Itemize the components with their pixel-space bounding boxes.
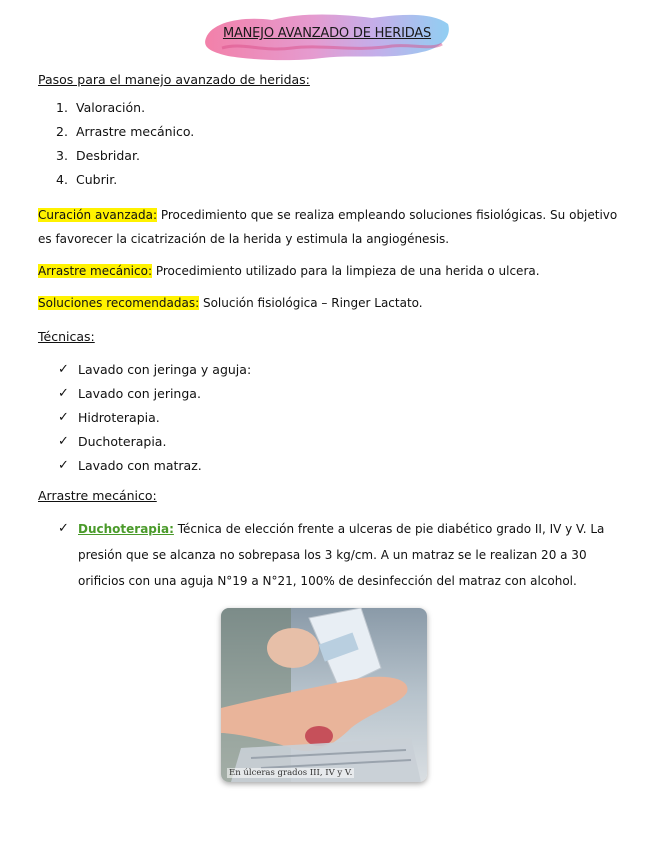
photo-caption: En úlceras grados III, IV y V. bbox=[229, 768, 353, 778]
list-item: 3. Desbridar. bbox=[56, 148, 140, 163]
duchoterapia-paragraph: ✓ Duchoterapia: Técnica de elección frente a ulceras de pie diabético grado II, IV y V. La presión que se alcanza no sobrepasa los 3 kg/cm. A un matraz se le realizan 20 a 30 orificios con una aguja N°19 a N°21, 100% de desinfección del matraz con alcohol. bbox=[58, 516, 623, 594]
list-item: 2. Arrastre mecánico. bbox=[56, 124, 195, 139]
term-highlight: Soluciones recomendadas: bbox=[38, 296, 200, 310]
photo-illustration bbox=[221, 608, 427, 782]
arrastre-heading: Arrastre mecánico: bbox=[38, 488, 157, 503]
list-item: ✓ Lavado con matraz. bbox=[58, 457, 202, 473]
list-item: ✓ Lavado con jeringa y aguja: bbox=[58, 361, 252, 377]
wound-irrigation-photo bbox=[221, 608, 427, 782]
list-item: 4. Cubrir. bbox=[56, 172, 118, 187]
checkmark-icon: ✓ bbox=[58, 409, 69, 425]
checkmark-icon: ✓ bbox=[58, 361, 69, 377]
checkmark-icon: ✓ bbox=[58, 521, 69, 536]
page-title: MANEJO AVANZADO DE HERIDAS bbox=[222, 26, 432, 41]
definition-arrastre: Arrastre mecánico: Procedimiento utilizado para la limpieza de una herida o ulcera. bbox=[38, 264, 540, 278]
title-banner bbox=[202, 8, 452, 66]
term-green: Duchoterapia: bbox=[78, 522, 174, 536]
checkmark-icon: ✓ bbox=[58, 385, 69, 401]
list-item: ✓ Hidroterapia. bbox=[58, 409, 160, 425]
definition-curacion: Curación avanzada: Procedimiento que se realiza empleando soluciones fisiológicas. Su objetivo es favorecer la cicatrización de la herida y estimula la angiogénesis. bbox=[38, 208, 618, 246]
list-item: 1. Valoración. bbox=[56, 100, 146, 115]
steps-list bbox=[56, 100, 194, 196]
term-highlight: Curación avanzada: bbox=[38, 208, 158, 222]
definition-soluciones: Soluciones recomendadas: Solución fisiológica – Ringer Lactato. bbox=[38, 296, 423, 310]
list-item: ✓ Duchoterapia. bbox=[58, 433, 167, 449]
checkmark-icon: ✓ bbox=[58, 457, 69, 473]
techniques-list bbox=[58, 357, 251, 477]
techniques-heading: Técnicas: bbox=[38, 329, 95, 344]
checkmark-icon: ✓ bbox=[58, 433, 69, 449]
steps-heading: Pasos para el manejo avanzado de heridas: bbox=[38, 72, 310, 87]
list-item: ✓ Lavado con jeringa. bbox=[58, 385, 201, 401]
term-highlight: Arrastre mecánico: bbox=[38, 264, 152, 278]
